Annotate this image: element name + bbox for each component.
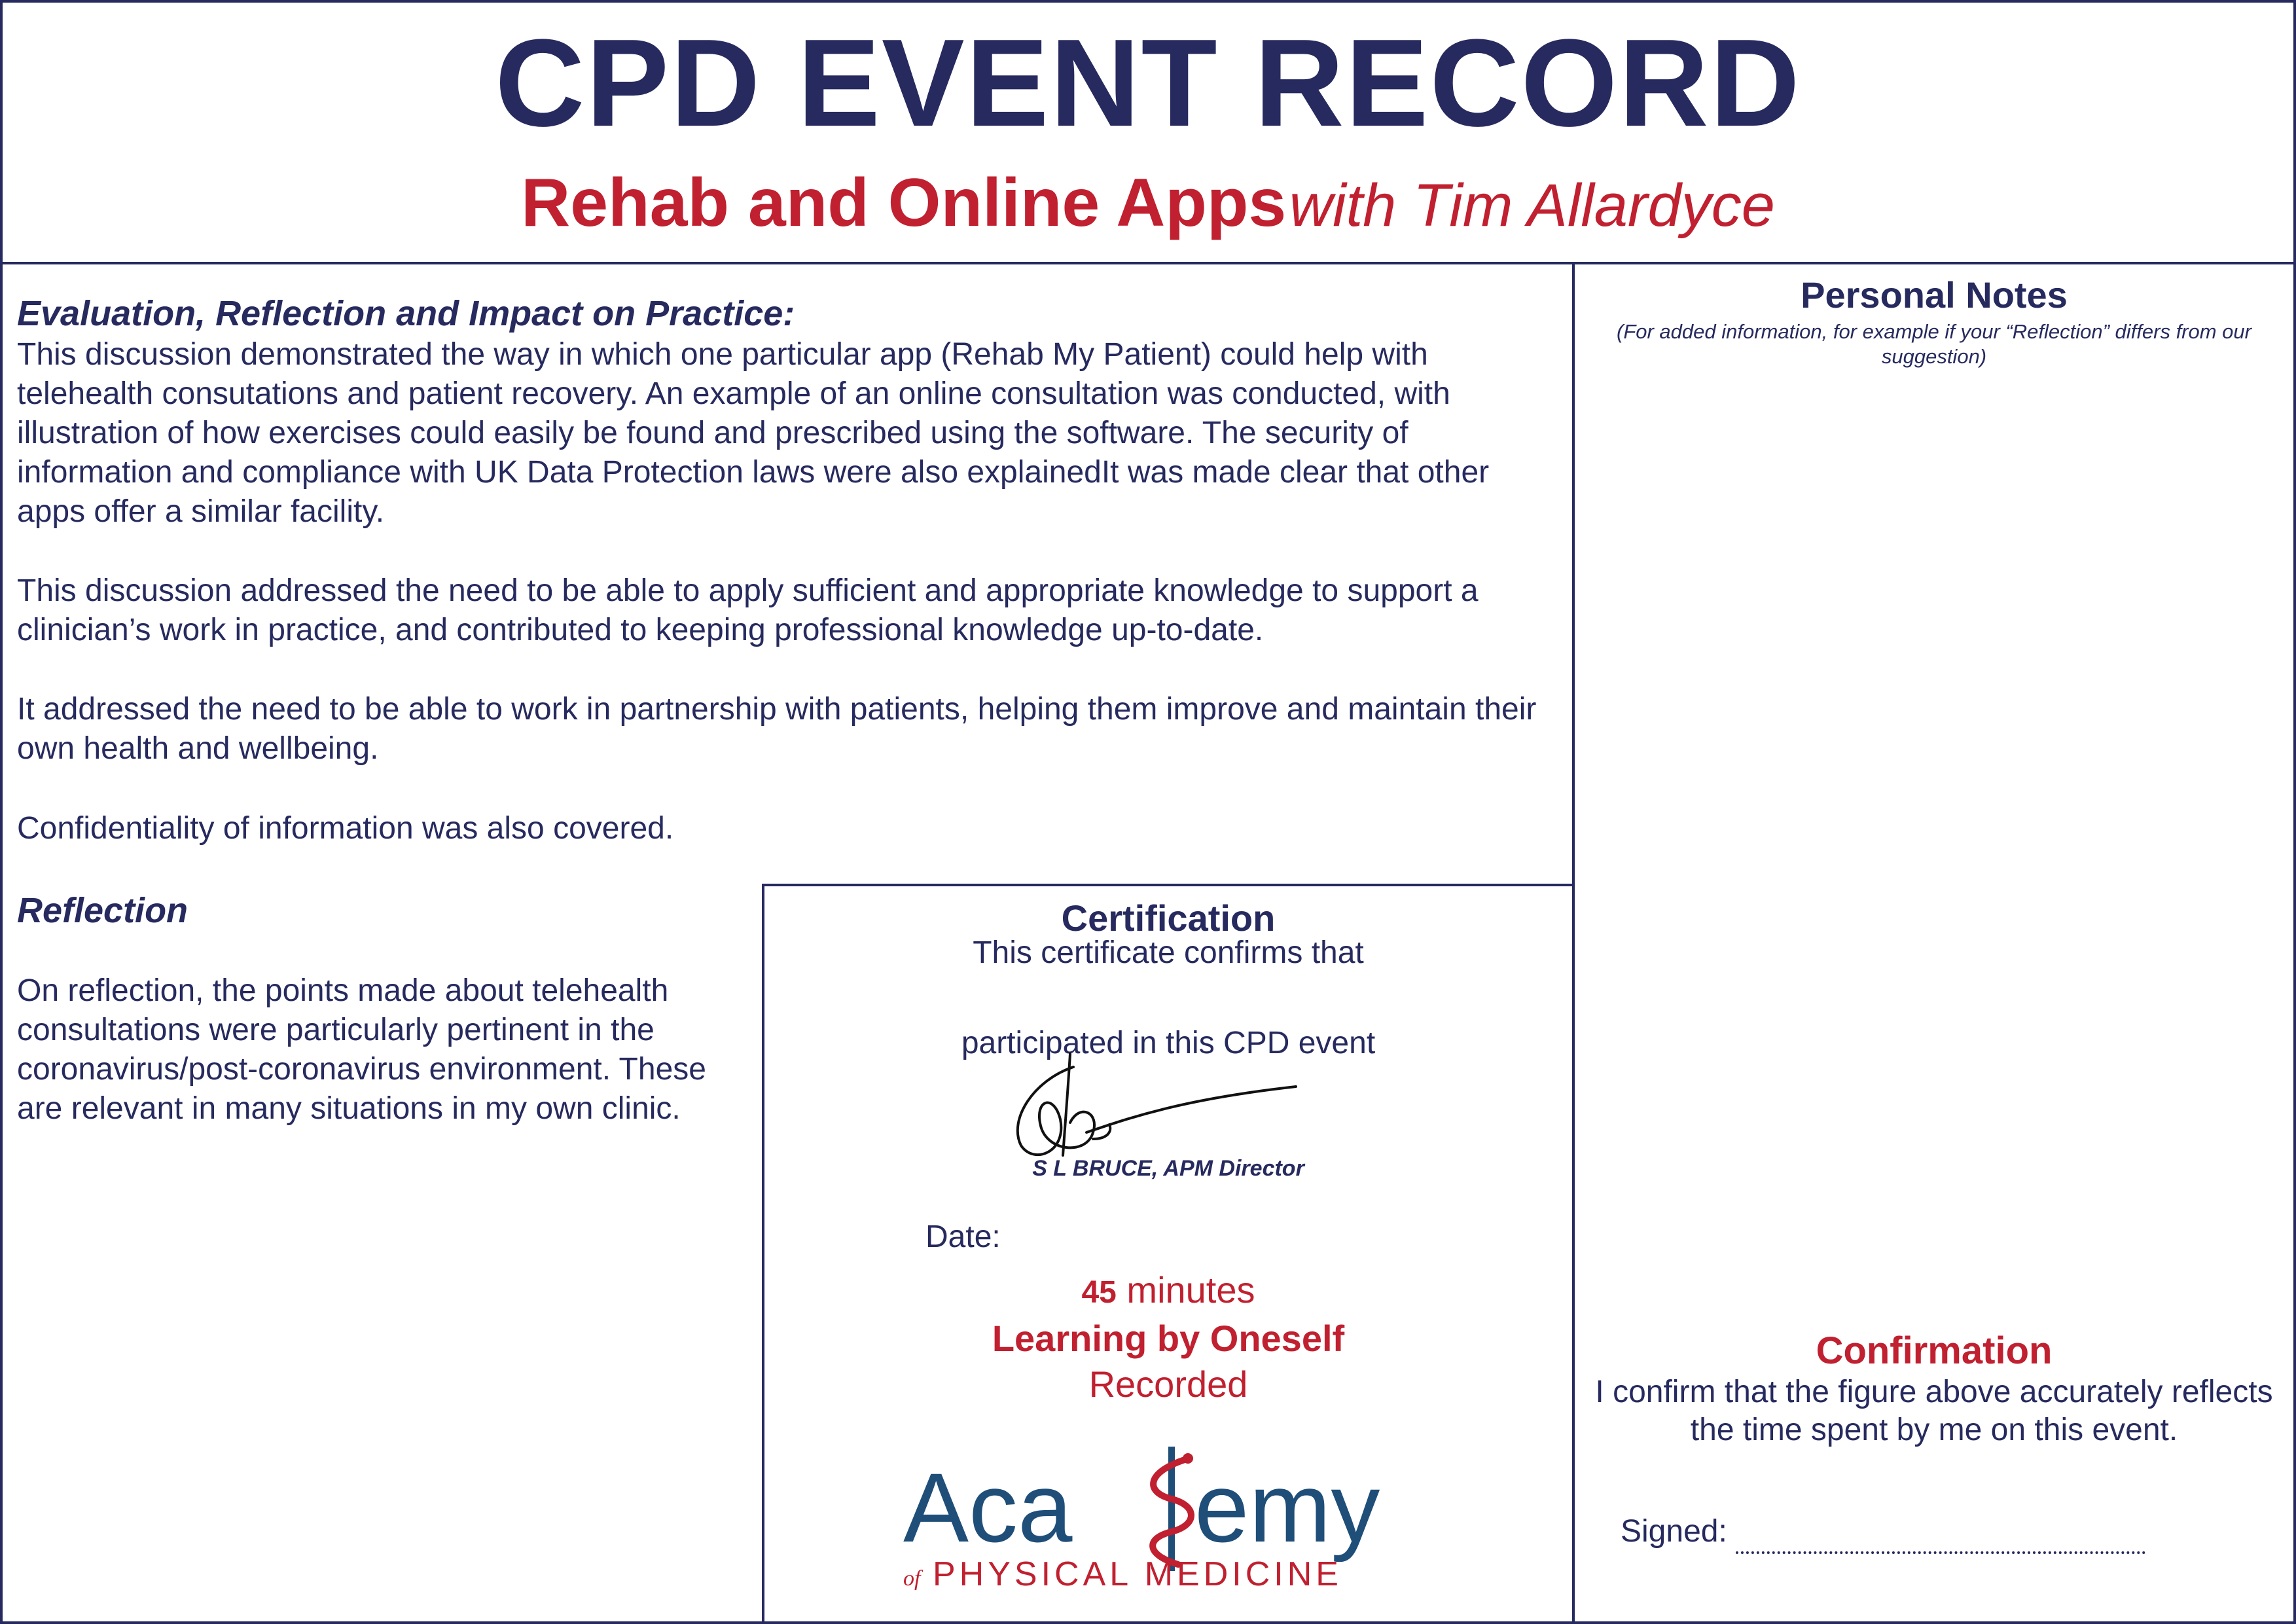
signatory-name: S L BRUCE, APM Director [1032, 1156, 1304, 1181]
reflection-text: On reflection, the points made about telehealth consultations were particularly pertinent in the coronavirus/post-coronavirus environment. These are relevant in many situations in my own clinic. [17, 973, 706, 1126]
signature-line[interactable] [1736, 1551, 2145, 1554]
certification-line-2: participated in this CPD event [961, 1026, 1376, 1060]
cpd-type: Learning by Oneself [992, 1318, 1345, 1359]
logo-prefix: of [903, 1566, 921, 1591]
cpd-duration [762, 1269, 1575, 1311]
page-title: CPD EVENT RECORD [495, 14, 1801, 153]
evaluation-paragraph: This discussion addressed the need to be able to apply sufficient and appropriate knowledge to support a clinician’s work in practice, and contributed to keeping professional knowledge up-to-date. [17, 573, 1479, 647]
logo-word-left: Aca [903, 1453, 1073, 1562]
evaluation-paragraph: This discussion demonstrated the way in which one particular app (Rehab My Patient) could help with telehealth consutations and patient recovery. An example of an online consultation was conducted, with illustration of how exercises could easily be found and prescribed using the software. The security of information and compliance with UK Data Protection laws were also explainedIt was made clear that other apps offer a similar facility. [17, 337, 1490, 529]
director-signature [995, 1041, 1302, 1165]
academy-logo [897, 1434, 1420, 1591]
duration-number: 45 [1081, 1275, 1117, 1310]
confirmation-title: Confirmation [1816, 1329, 2053, 1372]
certification-line-1: This certificate confirms that [973, 935, 1364, 970]
course-subtitle [0, 160, 2296, 266]
confirmation-text: I confirm that the figure above accurately reflects the time spent by me on this event. [1595, 1375, 2273, 1447]
evaluation-heading: Evaluation, Reflection and Impact on Practice: [17, 294, 795, 333]
signed-label: Signed: [1621, 1514, 1727, 1549]
reflection-heading: Reflection [17, 891, 188, 930]
personal-notes-subtitle: (For added information, for example if your “Reflection” differs from our suggestion) [1617, 320, 2251, 368]
certification-title: Certification [1061, 897, 1276, 939]
personal-notes-title: Personal Notes [1801, 274, 2068, 316]
evaluation-paragraph: It addressed the need to be able to work in partnership with patients, helping them improve and maintain their own health and wellbeing. [17, 692, 1537, 766]
course-name: Rehab and Online Apps [521, 165, 1287, 241]
presenter-name: with Tim Allardyce [1289, 172, 1775, 239]
logo-tagline: PHYSICAL MEDICINE [933, 1555, 1342, 1591]
evaluation-paragraph: Confidentiality of information was also covered. [17, 811, 674, 846]
logo-word-right: emy [1194, 1453, 1380, 1562]
cpd-status: Recorded [1088, 1363, 1248, 1405]
date-label: Date: [925, 1219, 1001, 1254]
caduceus-icon [1153, 1447, 1193, 1571]
duration-unit: minutes [1126, 1269, 1255, 1310]
